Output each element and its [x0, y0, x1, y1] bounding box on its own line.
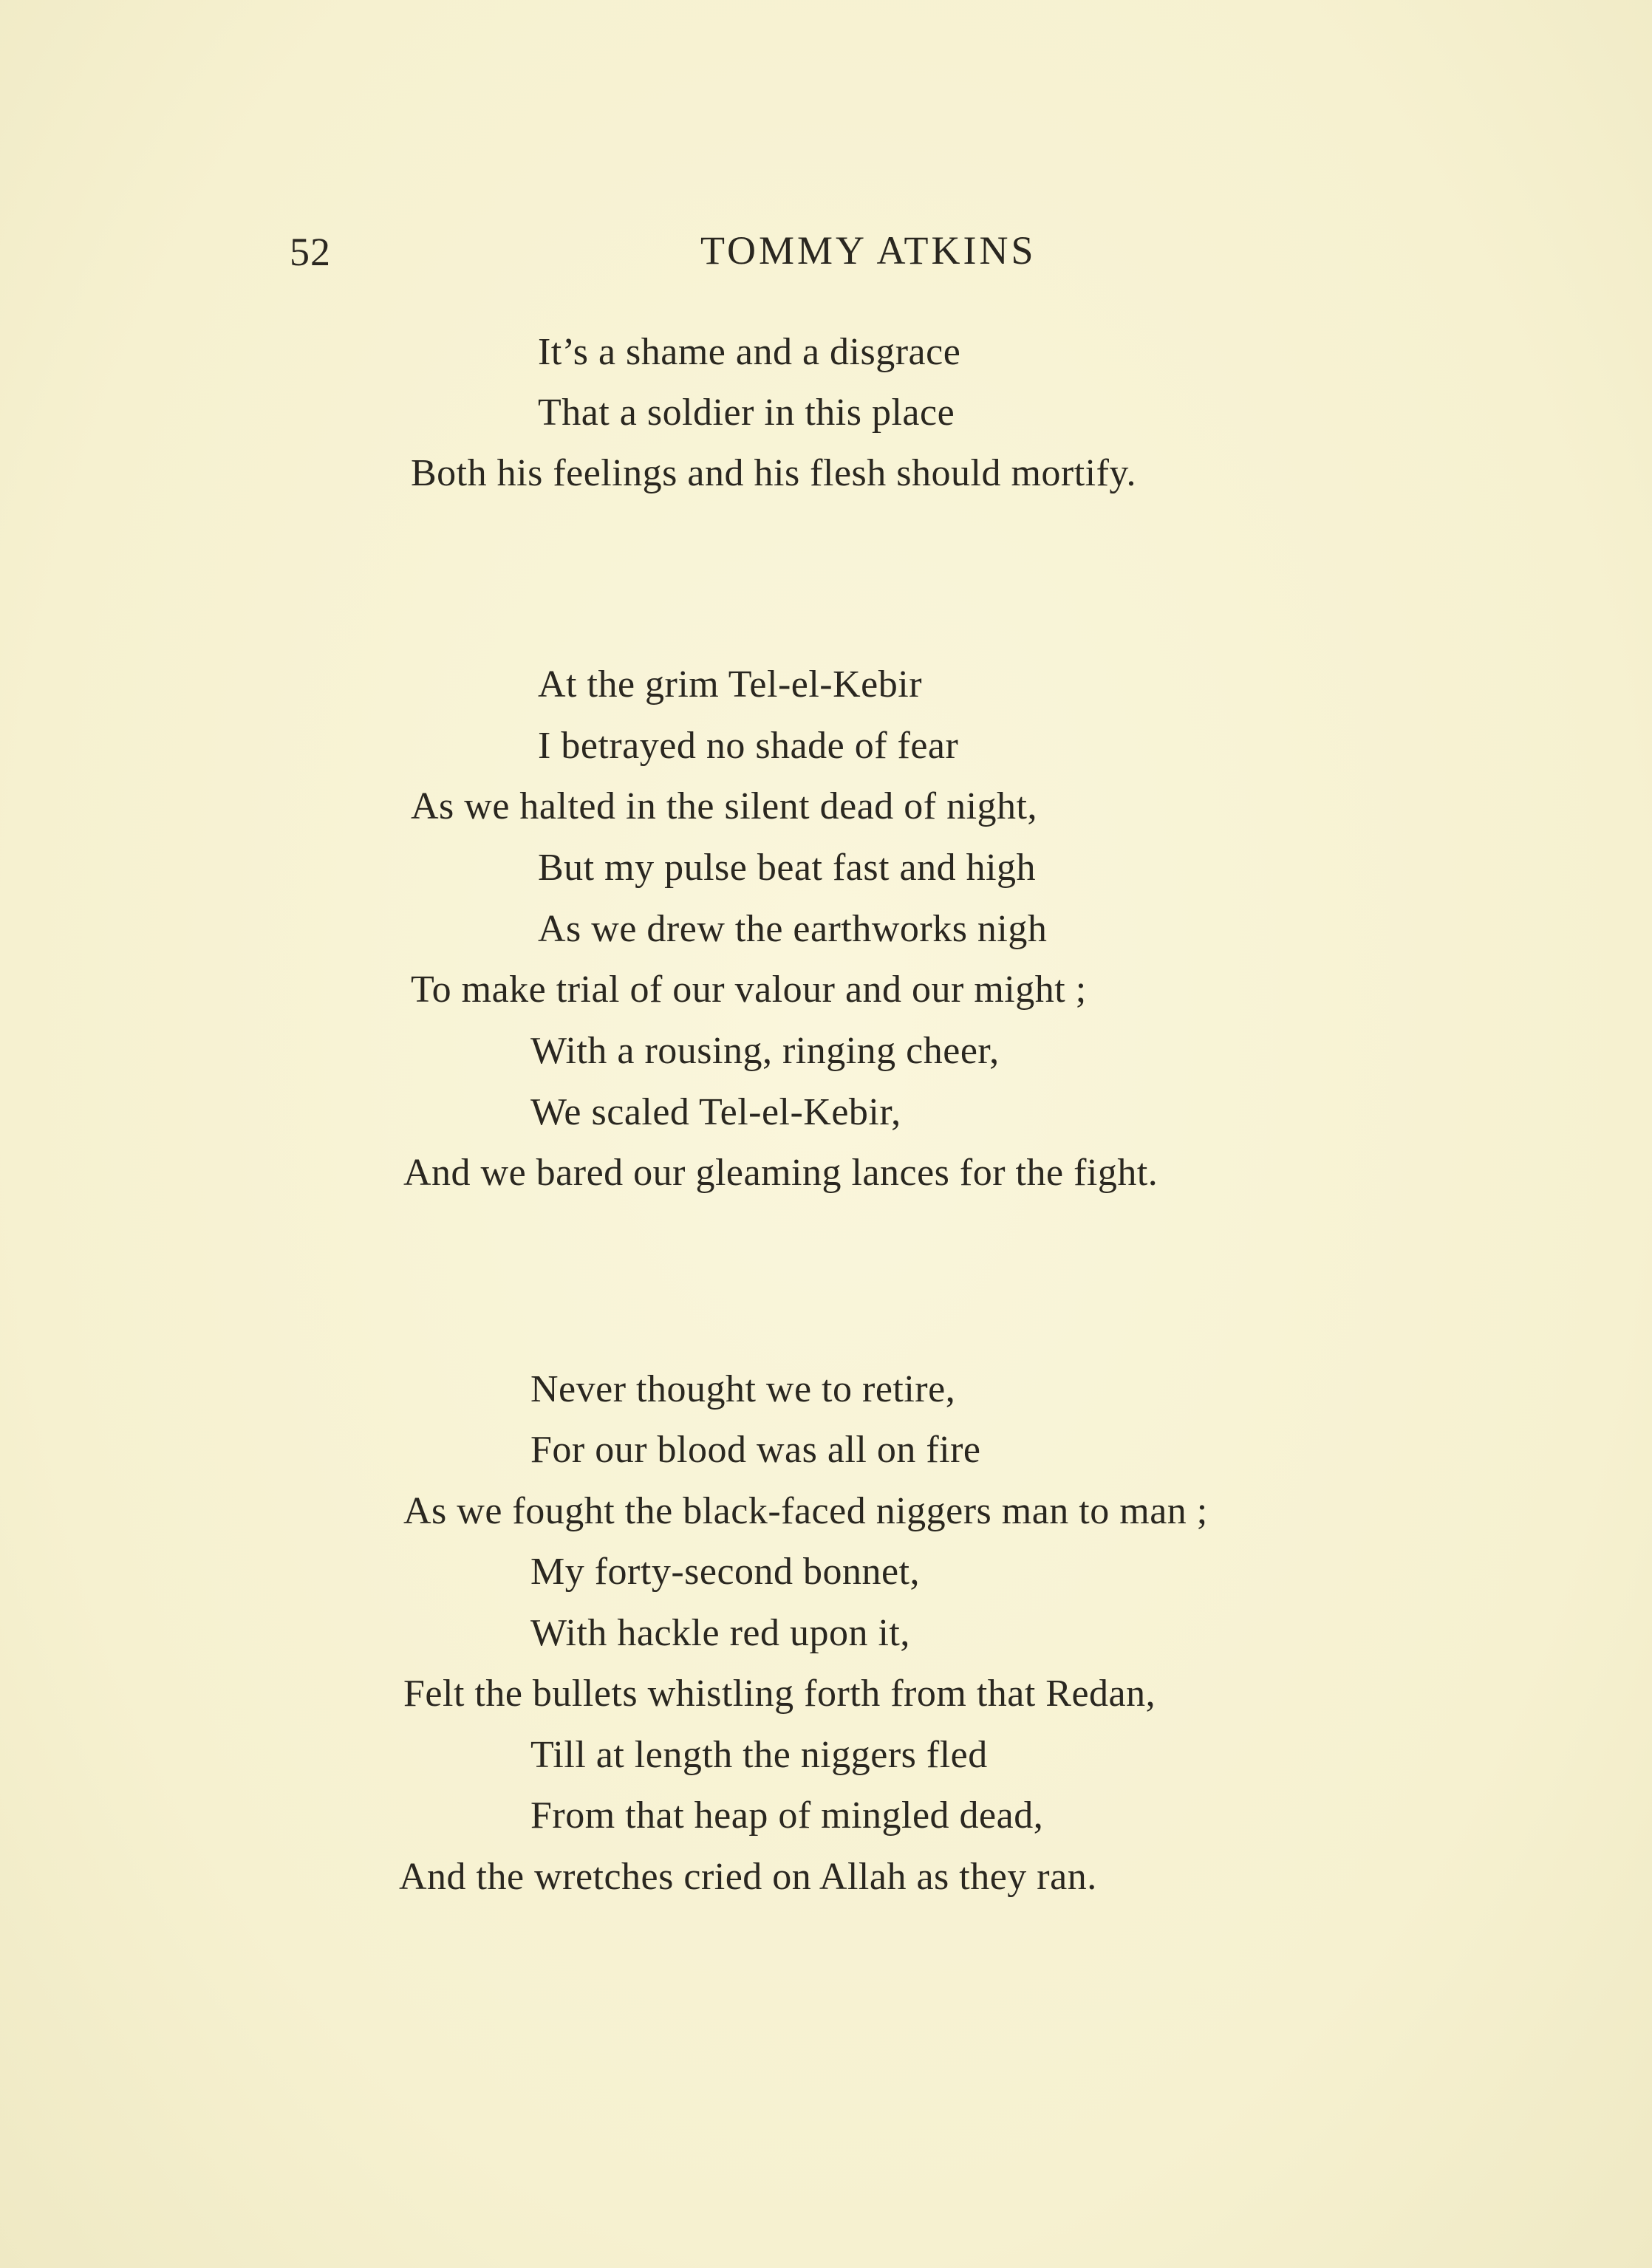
verse-line: Felt the bullets whistling forth from that Redan, [403, 1673, 1156, 1715]
verse-line: To make trial of our valour and our might ; [411, 969, 1087, 1011]
verse-line: As we fought the black-faced niggers man to man ; [403, 1490, 1208, 1532]
verse-line: As we drew the earthworks nigh [538, 908, 1048, 950]
verse-line: And the wretches cried on Allah as they ran. [399, 1856, 1097, 1898]
verse-line: With a rousing, ringing cheer, [530, 1030, 1000, 1072]
verse-line: We scaled Tel-el-Kebir, [530, 1091, 901, 1133]
verse-line: For our blood was all on fire [530, 1429, 981, 1471]
verse-line: My forty-second bonnet, [530, 1551, 921, 1593]
verse-line: That a soldier in this place [538, 392, 955, 434]
page-number: 52 [290, 230, 331, 274]
verse-line: I betrayed no shade of fear [538, 725, 959, 767]
verse-line: With hackle red upon it, [530, 1612, 910, 1654]
verse-line: At the grim Tel-el-Kebir [538, 663, 923, 706]
verse-line: It’s a shame and a disgrace [538, 331, 961, 373]
running-title: TOMMY ATKINS [700, 228, 1037, 273]
verse-line: From that heap of mingled dead, [530, 1794, 1044, 1837]
verse-line: And we bared our gleaming lances for the fight. [403, 1152, 1158, 1194]
verse-line: Both his feelings and his flesh should mortify. [411, 452, 1137, 494]
verse-line: As we halted in the silent dead of night, [411, 785, 1037, 827]
verse-line: Till at length the niggers fled [530, 1734, 988, 1776]
verse-line: Never thought we to retire, [530, 1368, 956, 1410]
verse-line: But my pulse beat fast and high [538, 847, 1037, 889]
